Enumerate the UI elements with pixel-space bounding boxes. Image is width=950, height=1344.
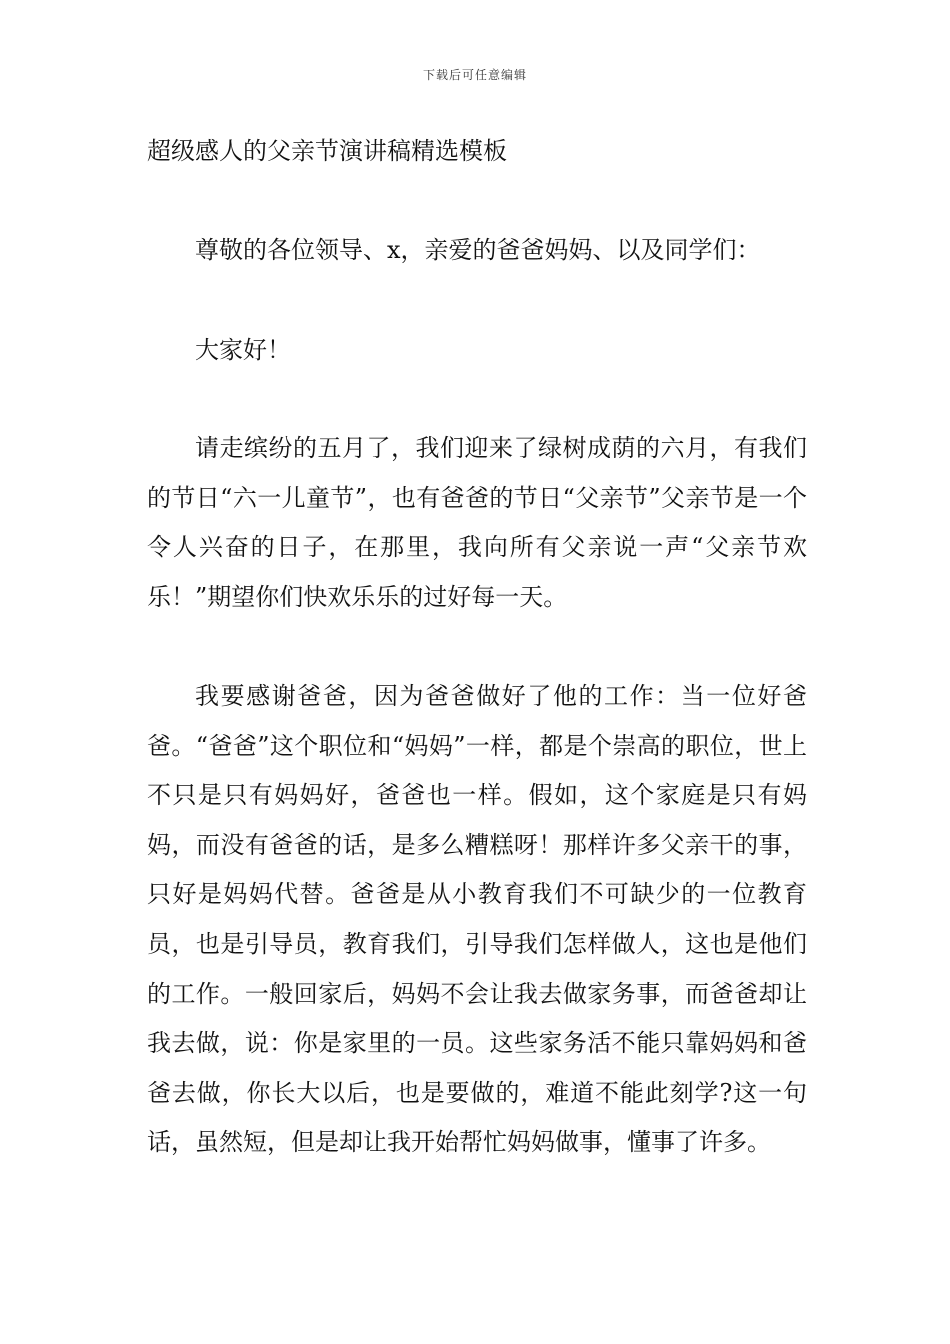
header-note: 下载后可任意编辑 [422, 68, 527, 82]
body-paragraph: 请走缤纷的五月了，我们迎来了绿树成荫的六月，有我们的节日“六一儿童节”，也有爸爸的节日“父亲节”父亲节是一个令人兴奋的日子，在那里，我向所有父亲说一声“父亲节欢乐！”期望你们快欢乐乐的过好每一天。 [147, 434, 807, 611]
greeting-paragraph: 尊敬的各位领导、x，亲爱的爸爸妈妈、以及同学们： [195, 236, 761, 264]
hello-paragraph: 大家好！ [195, 336, 291, 364]
document-title: 超级感人的父亲节演讲稿精选模板 [147, 137, 507, 165]
body-paragraph: 我要感谢爸爸，因为爸爸做好了他的工作：当一位好爸爸。“爸爸”这个职位和“妈妈”一样，都是个崇高的职位，世上不只是只有妈妈好，爸爸也一样。假如，这个家庭是只有妈妈，而没有爸爸的话，是多么糟糕呀！那样许多父亲干的事，只好是妈妈代替。爸爸是从小教育我们不可缺少的一位教育员，也是引导员，教育我们，引导我们怎样做人，这也是他们的工作。一般回家后，妈妈不会让我去做家务事，而爸爸却让我去做，说：你是家里的一员。这些家务活不能只靠妈妈和爸爸去做，你长大以后，也是要做的，难道不能此刻学?这一句话，虽然短，但是却让我开始帮忙妈妈做事，懂事了许多。 [147, 682, 807, 1157]
